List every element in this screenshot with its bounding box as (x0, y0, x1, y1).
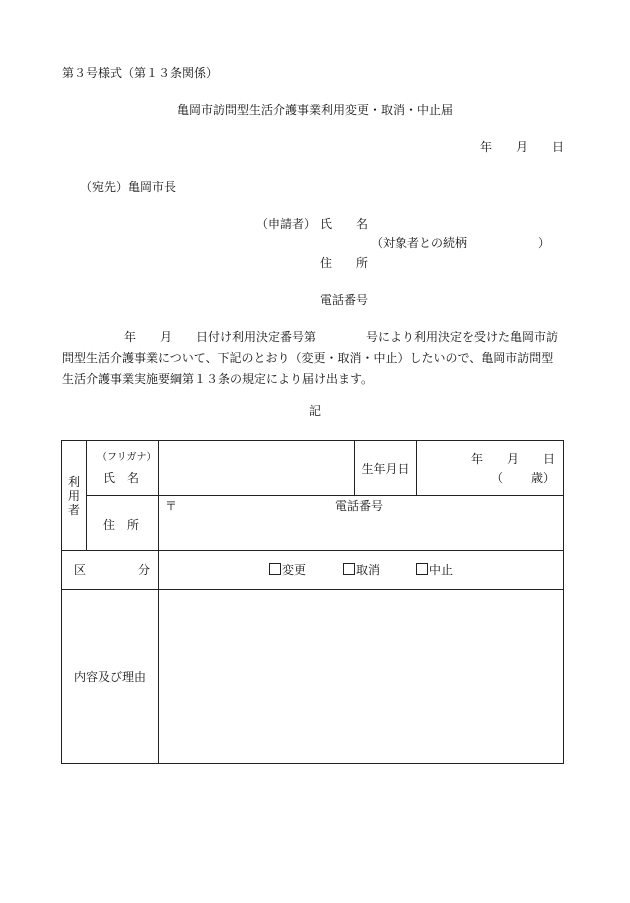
birth-label-cell (355, 441, 417, 496)
option-cancel[interactable]: 取消 (343, 563, 380, 577)
checkbox-stop[interactable] (416, 563, 428, 575)
birth-field[interactable] (417, 441, 564, 496)
body-rest-1: 日付け利用決定番号第 (196, 330, 317, 344)
birth-year: 年 (471, 452, 484, 466)
checkbox-change[interactable] (269, 563, 281, 575)
address-label-1: 住 (103, 518, 116, 532)
category-options-cell (159, 551, 564, 590)
applicant-name-label-2: 名 (356, 217, 369, 231)
ki-mark: 記 (308, 404, 321, 418)
age-close: 歳） (531, 471, 556, 485)
user-info-table (61, 440, 564, 764)
form-title: 亀岡市訪問型生活介護事業利用変更・取消・中止届 (176, 103, 453, 117)
birth-day: 日 (543, 452, 556, 466)
category-label-1: 区 (74, 563, 87, 577)
address-label-cell (87, 496, 159, 551)
applicant-address-label-2: 所 (356, 256, 369, 270)
reason-label: 内容及び理由 (73, 670, 146, 684)
body-rest-2: 号により利用決定を受けた亀岡市訪 (366, 330, 559, 344)
birth-month: 月 (507, 452, 520, 466)
name-label-cell (87, 441, 159, 496)
applicant-phone-label: 電話番号 (320, 293, 369, 307)
body-year: 年 (124, 330, 137, 344)
body-month: 月 (160, 330, 173, 344)
relation-open: （対象者との続柄 (371, 236, 468, 250)
body-line-3: 生活介護事業実施要綱第１３条の規定により届け出ます。 (62, 372, 374, 386)
date-day: 日 (552, 140, 565, 154)
user-vertical-cell (62, 441, 87, 551)
name-label-1: 氏 (103, 471, 116, 485)
phone-label: 電話番号 (335, 499, 384, 513)
checkbox-cancel[interactable] (343, 563, 355, 575)
furigana-label: （フリガナ） (97, 452, 157, 463)
address-field[interactable] (159, 496, 564, 551)
birth-label: 生年月日 (361, 461, 410, 476)
applicant-address-label-1: 住 (320, 256, 333, 270)
form-number: 第３号様式（第１３条関係） (62, 66, 219, 80)
date-month: 月 (516, 140, 529, 154)
name-field[interactable] (159, 441, 355, 496)
postal-mark: 〒 (165, 499, 178, 513)
body-line-1 (62, 327, 562, 348)
applicant-label: （申請者） (256, 217, 317, 231)
reason-field[interactable] (159, 590, 564, 764)
name-label-2: 名 (127, 471, 140, 485)
category-label-2: 分 (138, 563, 151, 577)
relation-close: ） (538, 236, 551, 250)
reason-label-cell (62, 590, 159, 764)
category-label-cell (62, 551, 159, 590)
body-line-2: 問型生活介護事業について、下記のとおり（変更・取消・中止）したいので、亀岡市訪問型 (62, 351, 554, 365)
address-label-2: 所 (127, 518, 140, 532)
option-change[interactable]: 変更 (269, 563, 306, 577)
option-stop[interactable]: 中止 (416, 563, 453, 577)
user-vertical-label: 利 用 者 (67, 474, 80, 517)
addressee: （宛先）亀岡市長 (80, 180, 177, 194)
applicant-name-label-1: 氏 (320, 217, 333, 231)
date-year: 年 (480, 140, 493, 154)
age-open: （ (491, 471, 504, 485)
